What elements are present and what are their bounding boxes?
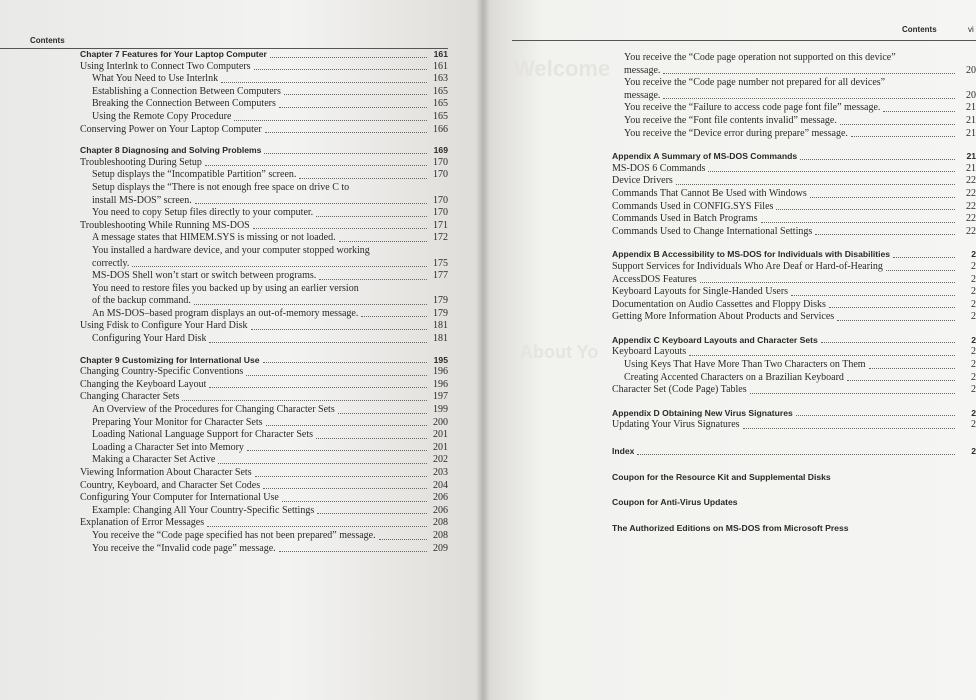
dot-leader xyxy=(263,488,427,489)
toc-page-number: 179 xyxy=(433,295,448,307)
toc-chapter-entry xyxy=(612,334,976,347)
toc-entry-title: Keyboard Layouts for Single-Handed Users xyxy=(612,286,789,298)
toc-entry-title: You need to copy Setup files directly to your computer. xyxy=(92,207,314,219)
toc-page-number: 2 xyxy=(971,384,976,396)
dot-leader xyxy=(132,266,427,267)
running-header-left: Contents xyxy=(30,36,65,45)
toc-entry xyxy=(80,543,448,556)
toc-entry-title: Using Fdisk to Configure Your Hard Disk xyxy=(80,320,248,332)
toc-chapter-entry xyxy=(612,407,976,420)
toc-entry xyxy=(612,226,976,239)
dot-leader xyxy=(361,316,427,317)
toc-entry-title: Troubleshooting During Setup xyxy=(80,156,202,168)
dot-leader xyxy=(676,184,955,185)
toc-entry xyxy=(612,115,976,128)
toc-page-number: 165 xyxy=(433,85,448,97)
toc-page-number: 2 xyxy=(971,419,976,431)
dot-leader xyxy=(247,450,427,451)
header-rule-right xyxy=(512,40,976,41)
toc-entry-title: An Overview of the Procedures for Changing Character Sets xyxy=(92,404,335,416)
toc-entry xyxy=(612,175,976,188)
toc-entry xyxy=(80,182,448,195)
toc-page-number: 21 xyxy=(966,114,976,126)
toc-entry-title: message. xyxy=(624,89,661,101)
dot-leader xyxy=(810,197,955,198)
toc-page-number: 2 xyxy=(971,446,976,457)
dot-leader xyxy=(266,425,427,426)
toc-entry-title: Troubleshooting While Running MS-DOS xyxy=(80,219,250,231)
toc-entry xyxy=(80,61,448,74)
dot-leader xyxy=(379,539,427,540)
dot-leader xyxy=(851,136,955,137)
toc-page-number: 206 xyxy=(433,504,448,516)
toc-entry-title: Index xyxy=(612,446,635,457)
toc-page-number: 179 xyxy=(433,307,448,319)
toc-page-number: 170 xyxy=(433,156,448,168)
toc-entry-title: Commands That Cannot Be Used with Windows xyxy=(612,187,807,199)
toc-entry-title: A message states that HIMEM.SYS is missing or not loaded. xyxy=(92,232,336,244)
toc-entry xyxy=(80,404,448,417)
toc-page-number: 177 xyxy=(433,270,448,282)
toc-entry-title: Using Keys That Have More Than Two Characters on Them xyxy=(624,359,866,371)
toc-entry xyxy=(612,261,976,274)
toc-entry xyxy=(612,311,976,324)
toc-entry-title: Using Interlnk to Connect Two Computers xyxy=(80,60,251,72)
dot-leader xyxy=(270,57,427,58)
toc-entry-title: correctly. xyxy=(92,257,130,269)
toc-page-number: 20 xyxy=(966,89,976,101)
toc-entry-title: Appendix B Accessibility to MS-DOS for Individuals with Disabilities xyxy=(612,249,891,260)
toc-entry-title: Country, Keyboard, and Character Set Codes xyxy=(80,479,261,491)
toc-page-number: 199 xyxy=(433,404,448,416)
toc-entry xyxy=(80,124,448,137)
toc-entry-title: Documentation on Audio Cassettes and Floppy Disks xyxy=(612,298,826,310)
dot-leader xyxy=(743,428,955,429)
toc-chapter-entry xyxy=(612,248,976,261)
toc-page-number: 2 xyxy=(971,249,976,260)
toc-page-number: 2 xyxy=(971,371,976,383)
dot-leader xyxy=(869,368,955,369)
toc-entry-title: You receive the “Font file contents invalid” message. xyxy=(624,114,837,126)
toc-entry-title: You receive the “Failure to access code page font file” message. xyxy=(624,102,881,114)
dot-leader xyxy=(209,342,427,343)
dot-leader xyxy=(663,73,955,74)
toc-page-number: 203 xyxy=(433,467,448,478)
toc-page-number: 201 xyxy=(433,441,448,453)
toc-entry xyxy=(612,372,976,385)
toc-entry xyxy=(80,480,448,493)
book-gutter xyxy=(476,0,490,700)
toc-entry xyxy=(612,299,976,312)
dot-leader xyxy=(637,454,955,455)
toc-page-number: 208 xyxy=(433,517,448,529)
toc-page-number: 21 xyxy=(966,151,976,162)
toc-page-number: 171 xyxy=(433,219,448,231)
toc-page-number: 21 xyxy=(966,162,976,174)
toc-entry-title: You receive the “Device error during prepare” message. xyxy=(624,127,848,139)
toc-entry xyxy=(80,467,448,480)
toc-entry-title: Getting More Information About Products and Services xyxy=(612,311,835,323)
toc-entry-title: Setup displays the “Incompatible Partition” screen. xyxy=(92,169,297,181)
dot-leader xyxy=(182,400,427,401)
toc-entry-title: MS-DOS Shell won’t start or switch between programs. xyxy=(92,270,317,282)
dot-leader xyxy=(829,307,955,308)
dot-leader xyxy=(700,282,955,283)
dot-leader xyxy=(800,159,955,160)
toc-page-number: 196 xyxy=(433,366,448,378)
toc-entry-title: Changing the Keyboard Layout xyxy=(80,378,207,390)
toc-entry-title: Appendix C Keyboard Layouts and Character Sets xyxy=(612,334,818,345)
dot-leader xyxy=(205,165,427,166)
toc-entry xyxy=(612,201,976,214)
toc-entry xyxy=(80,333,448,346)
toc-chapter-entry xyxy=(80,48,448,61)
dot-leader xyxy=(750,393,955,394)
dot-leader xyxy=(234,120,427,121)
toc-chapter-entry xyxy=(612,150,976,163)
toc-entry xyxy=(80,429,448,442)
toc-entry-title: Configuring Your Hard Disk xyxy=(92,333,207,345)
toc-page-number: 165 xyxy=(433,110,448,122)
toc-entry xyxy=(612,419,976,432)
toc-entry xyxy=(80,157,448,170)
dot-leader xyxy=(886,270,955,271)
toc-entry-title: Setup displays the “There is not enough free space on drive C to xyxy=(92,181,350,193)
toc-entry xyxy=(80,505,448,518)
toc-entry-title: Using the Remote Copy Procedure xyxy=(92,110,232,122)
toc-entry xyxy=(80,270,448,283)
toc-entry-title: Appendix A Summary of MS-DOS Commands xyxy=(612,151,798,162)
toc-page-number: 172 xyxy=(433,232,448,244)
dot-leader xyxy=(194,304,427,305)
dot-leader xyxy=(316,438,427,439)
toc-entry-title: The Authorized Editions on MS-DOS from Microsoft Press xyxy=(612,522,849,533)
toc-page-number: 169 xyxy=(433,145,448,156)
toc-entry-title: You receive the “Code page operation not supported on this device” xyxy=(624,52,896,63)
toc-page-number: 2 xyxy=(971,346,976,358)
toc-page-number: 195 xyxy=(433,354,448,365)
dot-leader xyxy=(708,171,955,172)
toc-entry-title: Making a Character Set Active xyxy=(92,454,216,466)
toc-entry xyxy=(612,102,976,115)
toc-entry-title: MS-DOS 6 Commands xyxy=(612,162,706,174)
dot-leader xyxy=(663,98,955,99)
toc-entry-title: Chapter 8 Diagnosing and Solving Problems xyxy=(80,145,262,156)
toc-entry-title: Establishing a Connection Between Computers xyxy=(92,85,281,97)
toc-page-number: 21 xyxy=(966,127,976,139)
toc-entry xyxy=(80,379,448,392)
dot-leader xyxy=(893,257,955,258)
toc-entry-title: Changing Character Sets xyxy=(80,391,180,403)
toc-page-number: 197 xyxy=(433,391,448,403)
toc-page-number: 170 xyxy=(433,169,448,181)
show-through-text: Welcome xyxy=(514,56,611,81)
toc-page-number: 204 xyxy=(433,479,448,491)
toc-entry xyxy=(612,359,976,372)
dot-leader xyxy=(253,228,427,229)
toc-entry-title: Appendix D Obtaining New Virus Signatures xyxy=(612,407,793,418)
dot-leader xyxy=(218,463,427,464)
toc-entry xyxy=(80,86,448,99)
toc-page-number: 20 xyxy=(966,64,976,76)
toc-page-number: 2 xyxy=(971,286,976,298)
dot-leader xyxy=(251,329,427,330)
toc-page-number: 166 xyxy=(433,123,448,135)
toc-entry-title: You installed a hardware device, and your computer stopped working xyxy=(92,244,370,256)
dot-leader xyxy=(840,124,955,125)
toc-page-number: 208 xyxy=(433,529,448,541)
dot-leader xyxy=(209,387,427,388)
toc-entry-title: Keyboard Layouts xyxy=(612,346,687,358)
dot-leader xyxy=(279,551,427,552)
toc-page-number: 21 xyxy=(966,102,976,114)
toc-entry xyxy=(612,65,976,78)
toc-entry xyxy=(80,442,448,455)
toc-entry xyxy=(80,232,448,245)
show-through-text: About Yo xyxy=(520,342,599,362)
toc-page-number: 2 xyxy=(971,334,976,345)
dot-leader xyxy=(689,355,955,356)
dot-leader xyxy=(338,413,427,414)
dot-leader xyxy=(339,241,427,242)
toc-page-number: 202 xyxy=(433,454,448,466)
toc-entry-title: Chapter 9 Customizing for International Use xyxy=(80,354,260,365)
toc-page-number: 2 xyxy=(971,359,976,371)
dot-leader xyxy=(761,222,955,223)
toc-entry-title: Commands Used to Change International Settings xyxy=(612,225,813,237)
dot-leader xyxy=(837,320,955,321)
toc-chapter-entry xyxy=(612,471,976,484)
dot-leader xyxy=(776,209,955,210)
dot-leader xyxy=(195,203,427,204)
toc-entry xyxy=(612,77,976,90)
toc-page-number: 161 xyxy=(433,60,448,72)
toc-entry xyxy=(80,245,448,258)
toc-entry xyxy=(612,90,976,103)
toc-page-number: 2 xyxy=(971,407,976,418)
dot-leader xyxy=(207,526,427,527)
toc-entry xyxy=(612,346,976,359)
toc-entry xyxy=(80,295,448,308)
toc-entry xyxy=(612,286,976,299)
dot-leader xyxy=(317,513,427,514)
dot-leader xyxy=(254,69,428,70)
toc-entry-title: Conserving Power on Your Laptop Computer xyxy=(80,123,262,135)
page-folio: vi xyxy=(968,25,974,34)
dot-leader xyxy=(282,501,427,502)
toc-chapter-entry xyxy=(612,496,976,509)
toc-entry-title: Preparing Your Monitor for Character Sets xyxy=(92,416,263,428)
toc-page-number: 209 xyxy=(433,542,448,554)
toc-entry-title: An MS-DOS–based program displays an out-of-memory message. xyxy=(92,307,359,319)
toc-entry xyxy=(80,308,448,321)
toc-entry xyxy=(80,111,448,124)
toc-entry xyxy=(80,195,448,208)
toc-entry-title: Explanation of Error Messages xyxy=(80,517,205,529)
toc-page-number: 163 xyxy=(433,73,448,85)
dot-leader xyxy=(791,295,955,296)
toc-page-number: 201 xyxy=(433,429,448,441)
dot-leader xyxy=(883,111,955,112)
toc-page-number: 170 xyxy=(433,194,448,206)
toc-entry xyxy=(80,98,448,111)
dot-leader xyxy=(221,82,427,83)
toc-entry-title: Support Services for Individuals Who Are Deaf or Hard-of-Hearing xyxy=(612,260,883,272)
toc-entry-title: Coupon for the Resource Kit and Supplemental Disks xyxy=(612,471,831,482)
toc-entry-title: Character Set (Code Page) Tables xyxy=(612,384,747,396)
toc-page-number: 181 xyxy=(433,320,448,332)
toc-entry-title: You need to restore files you backed up by using an earlier version xyxy=(92,282,359,294)
dot-leader xyxy=(279,107,427,108)
toc-page-number: 2 xyxy=(971,260,976,272)
toc-entry-title: message. xyxy=(624,64,661,76)
toc-entry xyxy=(80,391,448,404)
toc-entry-title: of the backup command. xyxy=(92,295,191,307)
dot-leader xyxy=(265,132,427,133)
toc-page-number: 22 xyxy=(966,200,976,212)
toc-entry xyxy=(612,52,976,65)
toc-entry xyxy=(612,274,976,287)
toc-page-number: 170 xyxy=(433,207,448,219)
toc-entry-title: Device Drivers xyxy=(612,175,673,187)
toc-entry xyxy=(80,283,448,296)
toc-chapter-entry xyxy=(612,445,976,458)
toc-page-number: 200 xyxy=(433,416,448,428)
dot-leader xyxy=(796,415,955,416)
toc-entry-title: Changing Country-Specific Conventions xyxy=(80,366,244,378)
toc-entry-title: Breaking the Connection Between Computers xyxy=(92,98,276,110)
toc-entry-title: Chapter 7 Features for Your Laptop Computer xyxy=(80,49,267,59)
toc-entry xyxy=(612,128,976,141)
toc-page-number: 161 xyxy=(433,49,448,59)
toc-page-number: 22 xyxy=(966,225,976,237)
toc-entry-title: Coupon for Anti-Virus Updates xyxy=(612,497,738,508)
toc-entry xyxy=(612,384,976,397)
dot-leader xyxy=(246,375,427,376)
toc-page-number: 22 xyxy=(966,187,976,199)
toc-page-number: 22 xyxy=(966,175,976,187)
toc-entry-title: Updating Your Virus Signatures xyxy=(612,419,740,431)
toc-entry xyxy=(612,213,976,226)
toc-entry-title: Example: Changing All Your Country-Specific Settings xyxy=(92,504,315,516)
toc-page-number: 175 xyxy=(433,257,448,269)
dot-leader xyxy=(847,380,955,381)
toc-entry-title: AccessDOS Features xyxy=(612,273,697,285)
toc-chapter-entry xyxy=(80,354,448,367)
toc-chapter-entry xyxy=(80,144,448,157)
toc-entry-title: Commands Used in CONFIG.SYS Files xyxy=(612,200,774,212)
toc-entry-title: You receive the “Code page number not prepared for all devices” xyxy=(624,77,886,89)
toc-chapter-entry xyxy=(612,522,976,535)
toc-entry-title: What You Need to Use Interlnk xyxy=(92,73,219,85)
toc-entry xyxy=(80,220,448,233)
toc-entry-title: install MS-DOS” screen. xyxy=(92,194,192,206)
toc-entry xyxy=(612,163,976,176)
toc-entry xyxy=(80,530,448,543)
dot-leader xyxy=(263,362,427,363)
toc-entry xyxy=(80,454,448,467)
toc-entry-title: Loading a Character Set into Memory xyxy=(92,441,244,453)
dot-leader xyxy=(255,476,427,477)
toc-entry-title: Creating Accented Characters on a Brazilian Keyboard xyxy=(624,371,844,383)
toc-entry-title: Configuring Your Computer for International Use xyxy=(80,492,279,504)
toc-entry xyxy=(80,366,448,379)
dot-leader xyxy=(821,342,955,343)
toc-page-number: 2 xyxy=(971,311,976,323)
toc-entry xyxy=(80,207,448,220)
toc-entry-title: Viewing Information About Character Sets xyxy=(80,467,252,478)
toc-entry xyxy=(80,169,448,182)
dot-leader xyxy=(264,153,427,154)
toc-entry xyxy=(612,188,976,201)
toc-page-number: 165 xyxy=(433,98,448,110)
dot-leader xyxy=(815,234,955,235)
toc-page-number: 206 xyxy=(433,492,448,504)
dot-leader xyxy=(316,216,427,217)
dot-leader xyxy=(299,178,427,179)
toc-entry xyxy=(80,492,448,505)
toc-page-number: 181 xyxy=(433,333,448,345)
toc-entry-title: You receive the “Code page specified has not been prepared” message. xyxy=(92,529,376,541)
right-page xyxy=(484,0,976,700)
toc-entry xyxy=(80,517,448,530)
toc-page-number: 2 xyxy=(971,273,976,285)
toc-page-number: 2 xyxy=(971,298,976,310)
toc-entry-title: Loading National Language Support for Character Sets xyxy=(92,429,314,441)
dot-leader xyxy=(319,279,427,280)
dot-leader xyxy=(284,94,427,95)
running-header-right: Contents xyxy=(902,25,937,34)
toc-page-number: 196 xyxy=(433,378,448,390)
left-page xyxy=(0,0,484,700)
toc-list-right xyxy=(612,52,976,534)
toc-entry xyxy=(80,320,448,333)
toc-entry xyxy=(80,258,448,271)
toc-entry xyxy=(80,73,448,86)
toc-entry xyxy=(80,417,448,430)
toc-list-left xyxy=(80,48,448,555)
toc-entry-title: You receive the “Invalid code page” message. xyxy=(92,542,276,554)
toc-entry-title: Commands Used in Batch Programs xyxy=(612,213,758,225)
toc-page-number: 22 xyxy=(966,213,976,225)
